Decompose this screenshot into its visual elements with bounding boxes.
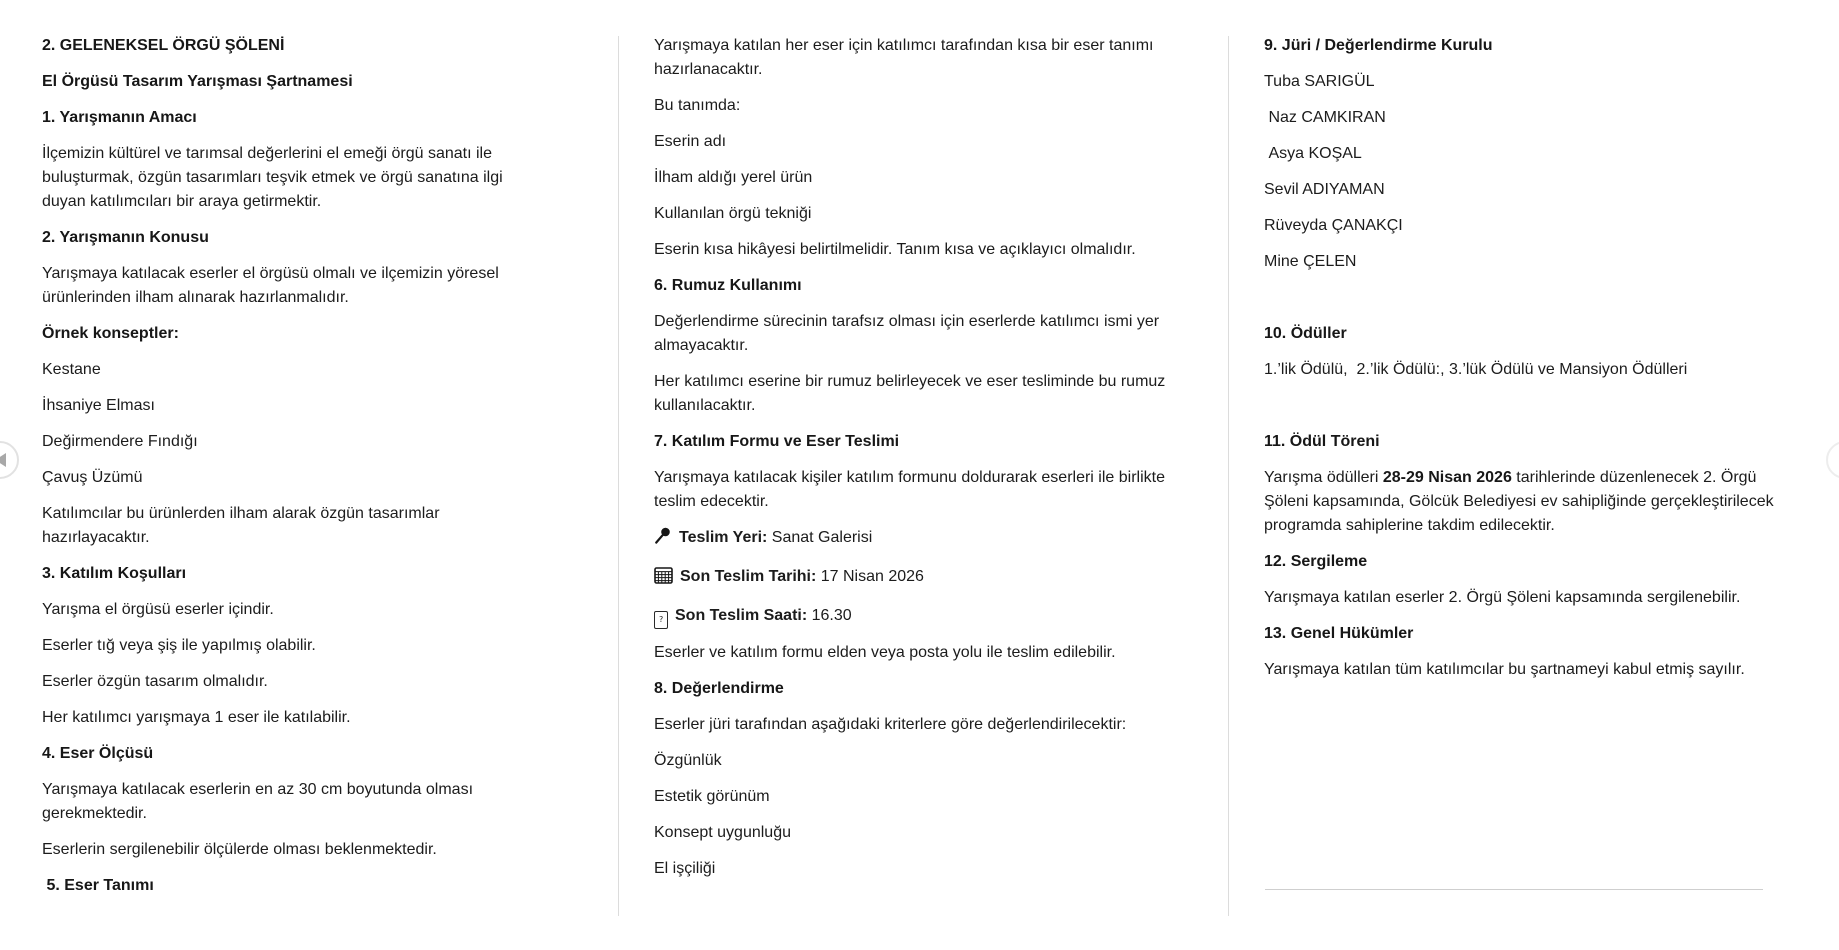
delivery-info-line: [654, 526, 1184, 553]
paragraph: Rüveyda ÇANAKÇI: [1264, 217, 1403, 234]
delivery-info-value: 17 Nisan 2026: [816, 568, 924, 585]
section-heading: 6. Rumuz Kullanımı: [654, 277, 802, 294]
section-heading: 10. Ödüller: [1264, 325, 1347, 342]
paragraph: Kullanılan örgü tekniği: [654, 205, 812, 222]
section-heading: 4. Eser Ölçüsü: [42, 745, 154, 762]
paragraph: Yarışmaya katılacak eserlerin en az 30 cm boyutunda olması gerekmektedir.: [42, 781, 478, 822]
paragraph: Yarışmaya katılan eserler 2. Örgü Şöleni kapsamında sergilenebilir.: [1264, 589, 1741, 606]
document-column-3: [1264, 34, 1779, 694]
paragraph: Mine ÇELEN: [1264, 253, 1357, 270]
paragraph: Katılımcılar bu ürünlerden ilham alarak özgün tasarımlar hazırlayacaktır.: [42, 505, 444, 546]
paragraph: Kestane: [42, 361, 101, 378]
section-heading: 8. Değerlendirme: [654, 680, 784, 697]
delivery-info-label: Teslim Yeri:: [679, 529, 768, 546]
paragraph: Bu tanımda:: [654, 97, 741, 114]
paragraph: Yarışma el örgüsü eserler içindir.: [42, 601, 274, 618]
paragraph: Asya KOŞAL: [1264, 145, 1362, 162]
delivery-info-label: Son Teslim Saati:: [675, 607, 808, 624]
section-heading: El Örgüsü Tasarım Yarışması Şartnamesi: [42, 73, 353, 90]
paragraph: Değirmendere Fındığı: [42, 433, 198, 450]
left-triangle-icon: [0, 453, 6, 467]
pin-icon: [654, 527, 672, 553]
paragraph: İlham aldığı yerel ürün: [654, 169, 813, 186]
paragraph: Her katılımcı yarışmaya 1 eser ile katılabilir.: [42, 709, 351, 726]
text-segment: tarihlerinde düzenlenecek 2. Örgü Şöleni kapsamında, Gölcük Belediyesi ev sahipliğinde gerçekleştirilecek programda sahiplerine takdim edilecektir.: [1264, 469, 1779, 534]
paragraph: [1264, 466, 1779, 538]
paragraph: Eserler ve katılım formu elden veya posta yolu ile teslim edilebilir.: [654, 644, 1116, 661]
delivery-info-label: Son Teslim Tarihi:: [680, 568, 817, 585]
paragraph: Eserler tığ veya şiş ile yapılmış olabilir.: [42, 637, 316, 654]
paragraph: Özgünlük: [654, 752, 722, 769]
delivery-info-line: [654, 565, 1184, 592]
paragraph: Estetik görünüm: [654, 788, 770, 805]
paragraph: Yarışmaya katılan tüm katılımcılar bu şartnameyi kabul etmiş sayılır.: [1264, 661, 1745, 678]
delivery-info-value: 16.30: [807, 607, 852, 624]
paragraph: İhsaniye Elması: [42, 397, 155, 414]
paragraph: El işçiliği: [654, 860, 716, 877]
paragraph: Eserin adı: [654, 133, 727, 150]
paragraph: Yarışmaya katılan her eser için katılımcı tarafından kısa bir eser tanımı hazırlanacaktır.: [654, 37, 1158, 78]
paragraph: Naz CAMKIRAN: [1264, 109, 1386, 126]
blank-line: [1264, 286, 1774, 310]
column-divider-1: [618, 36, 619, 916]
paragraph: Yarışmaya katılacak eserler el örgüsü olmalı ve ilçemizin yöresel ürünlerinden ilham alınarak hazırlanmalıdır.: [42, 265, 504, 306]
section-heading: 7. Katılım Formu ve Eser Teslimi: [654, 433, 900, 450]
paragraph: Yarışmaya katılacak kişiler katılım formunu doldurarak eserleri ile birlikte teslim edecektir.: [654, 469, 1170, 510]
paragraph: Değerlendirme sürecinin tarafsız olması için eserlerde katılımcı ismi yer almayacaktır.: [654, 313, 1164, 354]
section-heading: 13. Genel Hükümler: [1264, 625, 1414, 642]
paragraph: Sevil ADIYAMAN: [1264, 181, 1385, 198]
paragraph: 1.’lik Ödülü, 2.’lik Ödülü:, 3.’lük Ödülü ve Mansiyon Ödülleri: [1264, 361, 1688, 378]
paragraph: Eserler özgün tasarım olmalıdır.: [42, 673, 268, 690]
section-heading: 12. Sergileme: [1264, 553, 1368, 570]
blank-line: [1264, 394, 1774, 418]
horizontal-rule: [1265, 889, 1763, 890]
delivery-info-value: Sanat Galerisi: [767, 529, 873, 546]
paragraph: Çavuş Üzümü: [42, 469, 143, 486]
column-divider-2: [1228, 36, 1229, 916]
section-heading: 11. Ödül Töreni: [1264, 433, 1380, 450]
section-heading: 3. Katılım Koşulları: [42, 565, 187, 582]
paragraph: Eserin kısa hikâyesi belirtilmelidir. Tanım kısa ve açıklayıcı olmalıdır.: [654, 241, 1136, 258]
next-page-button[interactable]: [1826, 441, 1839, 479]
section-heading: Örnek konseptler:: [42, 325, 179, 342]
section-heading: 1. Yarışmanın Amacı: [42, 109, 197, 126]
paragraph: Tuba SARIGÜL: [1264, 73, 1375, 90]
bold-text-segment: 28-29 Nisan 2026: [1382, 469, 1512, 486]
section-heading: 9. Jüri / Değerlendirme Kurulu: [1264, 37, 1493, 54]
previous-page-button[interactable]: [0, 441, 19, 479]
calendar-icon: [654, 567, 673, 592]
section-heading: 5. Eser Tanımı: [42, 877, 154, 894]
document-column-2: [654, 34, 1184, 893]
delivery-info-line: [654, 604, 1184, 629]
text-segment: Yarışma ödülleri: [1264, 469, 1383, 486]
paragraph: Eserler jüri tarafından aşağıdaki kriterlere göre değerlendirilecektir:: [654, 716, 1127, 733]
paragraph: Konsept uygunluğu: [654, 824, 791, 841]
section-heading: 2. Yarışmanın Konusu: [42, 229, 209, 246]
paragraph: Her katılımcı eserine bir rumuz belirleyecek ve eser tesliminde bu rumuz kullanılacaktır.: [654, 373, 1170, 414]
section-heading: 2. GELENEKSEL ÖRGÜ ŞÖLENİ: [42, 37, 285, 54]
missing-glyph-icon: ?: [654, 611, 668, 629]
paragraph: İlçemizin kültürel ve tarımsal değerlerini el emeği örgü sanatı ile buluşturmak, özgün tasarımları teşvik etmek ve örgü sanatına ilgi duyan katılımcıları bir araya getirmektir.: [42, 145, 508, 210]
paragraph: Eserlerin sergilenebilir ölçülerde olması beklenmektedir.: [42, 841, 437, 858]
document-column-1: [42, 34, 547, 910]
